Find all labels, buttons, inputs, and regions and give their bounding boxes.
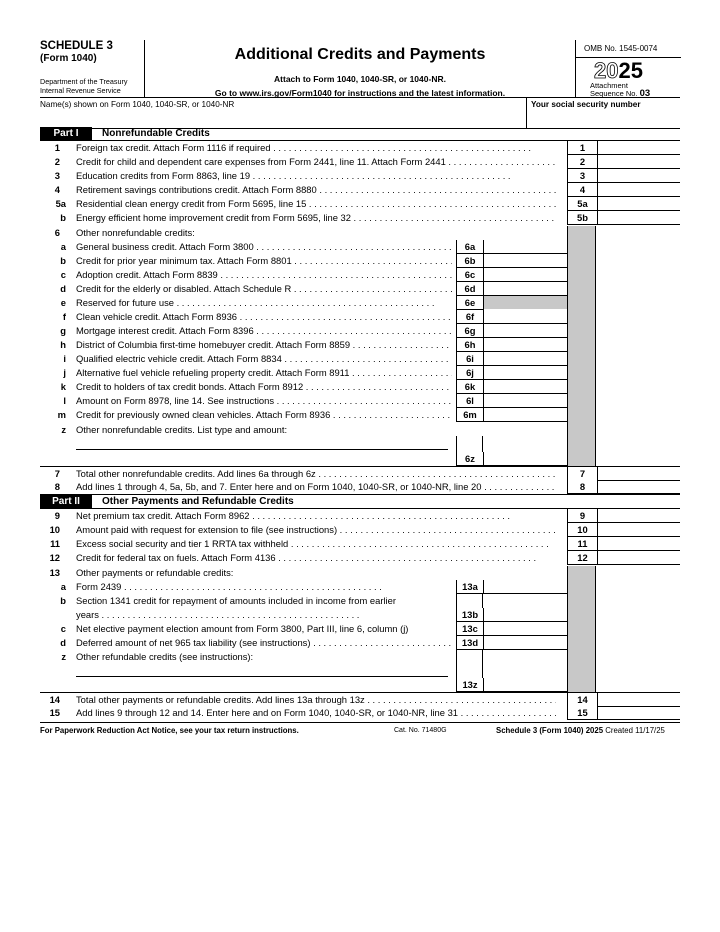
line-number: 15 bbox=[49, 707, 60, 718]
line-text: Credit for prior year minimum tax. Attach Form 8801 . . . bbox=[76, 254, 452, 267]
line-text: Deferred amount of net 965 tax liability (see instructions) . . . bbox=[76, 636, 452, 649]
form-id-block bbox=[40, 40, 145, 97]
line-number: 10 bbox=[49, 524, 60, 535]
amount-field[interactable] bbox=[597, 706, 680, 720]
amount-field[interactable] bbox=[597, 467, 680, 481]
part2-label: Part II bbox=[40, 495, 92, 508]
box-label: 6e bbox=[456, 296, 484, 310]
box-label: 12 bbox=[567, 551, 598, 565]
sequence bbox=[576, 82, 681, 98]
line-text: Credit for child and dependent care expenses from Form 2441, line 11. Attach Form 2441 . . . bbox=[76, 155, 556, 168]
line-number: 7 bbox=[54, 468, 60, 479]
amount-field[interactable] bbox=[483, 310, 567, 324]
box-label: 5a bbox=[567, 197, 598, 211]
line-number: d bbox=[60, 283, 66, 294]
line-number: 14 bbox=[49, 694, 60, 705]
line-number: 11 bbox=[50, 538, 60, 549]
amount-field[interactable] bbox=[597, 155, 680, 169]
title-block bbox=[145, 40, 575, 97]
line-number: d bbox=[60, 637, 66, 648]
box-label: 6z bbox=[456, 452, 484, 466]
amount-field[interactable] bbox=[483, 324, 567, 338]
box-label: 6b bbox=[456, 254, 484, 268]
amount-field[interactable] bbox=[483, 580, 567, 594]
line-number: 12 bbox=[49, 552, 60, 563]
shaded-column-part2 bbox=[567, 566, 596, 692]
name-label: Name(s) shown on Form 1040, 1040-SR, or 1040-NR bbox=[40, 100, 235, 109]
omb-number: OMB No. 1545-0074 bbox=[576, 40, 681, 58]
line-text: Education credits from Form 8863, line 19 . . . bbox=[76, 169, 556, 182]
line-text: Qualified electric vehicle credit. Attach Form 8834 . . . bbox=[76, 352, 452, 365]
attachment-label: Attachment bbox=[590, 81, 628, 90]
line-number: z bbox=[61, 424, 66, 435]
line-number: i bbox=[63, 353, 66, 364]
divider-13z-right bbox=[482, 650, 483, 678]
box-label: 6c bbox=[456, 268, 484, 282]
line-number: g bbox=[60, 325, 66, 336]
catalog-number: Cat. No. 71480G bbox=[394, 727, 447, 734]
line-text: Amount paid with request for extension to file (see instructions) . . . bbox=[76, 523, 556, 536]
amount-field[interactable] bbox=[597, 537, 680, 551]
box-label: 14 bbox=[567, 693, 598, 707]
box-label: 2 bbox=[567, 155, 598, 169]
line-text: Other payments or refundable credits: bbox=[76, 567, 234, 578]
footer-schedule bbox=[496, 726, 665, 735]
shaded-6e bbox=[483, 296, 567, 309]
box-label: 6i bbox=[456, 352, 484, 366]
part2-title: Other Payments and Refundable Credits bbox=[102, 496, 294, 507]
footer-schedule-name: Schedule 3 (Form 1040) 2025 bbox=[496, 726, 604, 735]
year-bold: 25 bbox=[618, 58, 643, 83]
line-text: Credit to holders of tax credit bonds. Attach Form 8912 . . . bbox=[76, 380, 452, 393]
line-text: Other refundable credits (see instructions): bbox=[76, 651, 254, 662]
shaded-column-part1 bbox=[567, 226, 596, 466]
box-label: 6l bbox=[456, 394, 484, 408]
line-14 bbox=[40, 692, 680, 705]
line-text: Clean vehicle credit. Attach Form 8936 . . . bbox=[76, 310, 452, 323]
line-text: Section 1341 credit for repayment of amounts included in income from earlier bbox=[76, 595, 396, 606]
year-outline: 20 bbox=[594, 58, 619, 83]
line-number: a bbox=[60, 241, 66, 252]
line-text: Mortgage interest credit. Attach Form 8396 . . . bbox=[76, 324, 452, 337]
line-number: h bbox=[60, 339, 66, 350]
line-number: b bbox=[60, 255, 66, 266]
part1-label: Part I bbox=[40, 127, 92, 140]
line-number: a bbox=[60, 581, 66, 592]
line-text: Residential clean energy credit from Form 5695, line 15 . . . bbox=[76, 197, 556, 210]
box-label: 8 bbox=[567, 480, 598, 494]
line-text: Add lines 1 through 4, 5a, 5b, and 7. Enter here and on Form 1040, 1040-SR, or 1040-NR, line 20 . . . bbox=[76, 480, 556, 493]
line-number: c bbox=[60, 623, 66, 634]
line-text: Add lines 9 through 12 and 14. Enter here and on Form 1040, 1040-SR, or 1040-NR, line 31 . . . bbox=[76, 706, 556, 719]
amount-field[interactable] bbox=[483, 268, 567, 282]
box-label: 9 bbox=[567, 509, 598, 523]
amount-field[interactable] bbox=[597, 480, 680, 494]
line-number: 6 bbox=[54, 227, 60, 238]
box-label: 6f bbox=[456, 310, 484, 324]
box-label: 6h bbox=[456, 338, 484, 352]
box-label: 13d bbox=[456, 636, 484, 650]
box-label: 6d bbox=[456, 282, 484, 296]
dept-line-2: Internal Revenue Service bbox=[40, 86, 121, 95]
ssn-label: Your social security number bbox=[531, 100, 641, 109]
line-text: Other nonrefundable credits: bbox=[76, 227, 195, 238]
tax-year bbox=[576, 60, 681, 82]
line-number: e bbox=[60, 297, 66, 308]
amount-field[interactable] bbox=[483, 282, 567, 296]
line-text: Amount on Form 8978, line 14. See instructions . . . bbox=[76, 394, 452, 407]
box-label: 7 bbox=[567, 467, 598, 481]
amount-field[interactable] bbox=[597, 141, 680, 155]
amount-field[interactable] bbox=[483, 408, 567, 422]
line-text: Adoption credit. Attach Form 8839 . . . bbox=[76, 268, 452, 281]
box-label: 13a bbox=[456, 580, 484, 594]
amount-field[interactable] bbox=[483, 254, 567, 268]
form-footer bbox=[40, 722, 680, 735]
line-text: years . . . bbox=[76, 608, 452, 621]
part1-header bbox=[40, 127, 680, 141]
line-7 bbox=[40, 466, 680, 479]
amount-field[interactable] bbox=[483, 240, 567, 254]
box-label: 6j bbox=[456, 366, 484, 380]
divider-13b-left bbox=[456, 594, 457, 608]
line-number: c bbox=[60, 269, 66, 280]
other-credits-write-line[interactable] bbox=[76, 449, 448, 450]
line-number: 1 bbox=[54, 142, 60, 153]
box-label: 1 bbox=[567, 141, 598, 155]
line-text: Credit for the elderly or disabled. Attach Schedule R . . . bbox=[76, 282, 452, 295]
box-label: 11 bbox=[567, 537, 598, 551]
amount-field[interactable] bbox=[597, 197, 680, 211]
line-text: Total other nonrefundable credits. Add lines 6a through 6z . . . bbox=[76, 467, 556, 480]
amount-field[interactable] bbox=[483, 678, 567, 692]
line-text: Credit for federal tax on fuels. Attach Form 4136 . . . bbox=[76, 551, 556, 564]
line-number: 8 bbox=[54, 481, 60, 492]
line-number: m bbox=[57, 409, 66, 420]
other-refundable-write-line[interactable] bbox=[76, 676, 448, 677]
sequence-label: Sequence No. bbox=[590, 89, 638, 98]
paperwork-notice: For Paperwork Reduction Act Notice, see your tax return instructions. bbox=[40, 726, 299, 735]
line-number: f bbox=[62, 311, 66, 322]
box-label: 3 bbox=[567, 169, 598, 183]
sequence-number: 03 bbox=[639, 88, 651, 99]
amount-field[interactable] bbox=[597, 169, 680, 183]
line-number: l bbox=[63, 395, 66, 406]
line-text: Excess social security and tier 1 RRTA tax withheld . . . bbox=[76, 537, 556, 550]
form-title: Additional Credits and Payments bbox=[234, 46, 486, 63]
box-label: 4 bbox=[567, 183, 598, 197]
instructions-link-text: Go to www.irs.gov/Form1040 for instructions and the latest information. bbox=[214, 88, 506, 98]
amount-field[interactable] bbox=[483, 394, 567, 408]
line-number: 5a bbox=[55, 198, 66, 209]
created-date: Created 11/17/25 bbox=[605, 726, 665, 735]
line-number: k bbox=[60, 381, 66, 392]
line-text: Energy efficient home improvement credit from Form 5695, line 32 . . . bbox=[76, 211, 556, 224]
schedule-title: SCHEDULE 3 bbox=[40, 40, 113, 52]
amount-field[interactable] bbox=[483, 636, 567, 650]
box-label: 6m bbox=[456, 408, 484, 422]
attach-instruction: Attach to Form 1040, 1040-SR, or 1040-NR. bbox=[274, 74, 446, 84]
amount-field[interactable] bbox=[597, 523, 680, 537]
line-text: Form 2439 . . . bbox=[76, 580, 452, 593]
amount-field[interactable] bbox=[597, 211, 680, 225]
box-label: 13b bbox=[456, 608, 484, 622]
line-text: Net premium tax credit. Attach Form 8962 . . . bbox=[76, 509, 556, 522]
line-text: Reserved for future use . . . bbox=[76, 296, 452, 309]
form-header bbox=[40, 40, 680, 97]
line-number: 9 bbox=[54, 510, 60, 521]
line-text: Retirement savings contributions credit. Attach Form 8880 . . . bbox=[76, 183, 556, 196]
line-text: Alternative fuel vehicle refueling property credit. Attach Form 8911 . . . bbox=[76, 366, 452, 379]
line-number: j bbox=[63, 367, 66, 378]
part2-header bbox=[40, 494, 680, 509]
line-number: 4 bbox=[54, 184, 60, 195]
line-text: General business credit. Attach Form 3800 . . . bbox=[76, 240, 452, 253]
part1-title: Nonrefundable Credits bbox=[102, 128, 210, 139]
line-text: Total other payments or refundable credits. Add lines 13a through 13z . . . bbox=[76, 693, 556, 706]
amount-field[interactable] bbox=[597, 183, 680, 197]
line-number: b bbox=[60, 595, 66, 606]
divider-13b-right bbox=[482, 594, 483, 608]
line-text: District of Columbia first-time homebuyer credit. Attach Form 8859 . . . bbox=[76, 338, 452, 351]
line-number: 3 bbox=[54, 170, 60, 181]
divider-13z-left bbox=[456, 650, 457, 678]
amount-field[interactable] bbox=[483, 338, 567, 352]
line-number: b bbox=[60, 212, 66, 223]
omb-block bbox=[575, 40, 681, 97]
box-label: 13z bbox=[456, 678, 484, 692]
amount-field[interactable] bbox=[483, 366, 567, 380]
ssn-field[interactable] bbox=[526, 98, 681, 128]
box-label: 15 bbox=[567, 706, 598, 720]
line-number: z bbox=[61, 651, 66, 662]
amount-field[interactable] bbox=[597, 551, 680, 565]
box-label: 10 bbox=[567, 523, 598, 537]
amount-field[interactable] bbox=[483, 352, 567, 366]
box-label: 6g bbox=[456, 324, 484, 338]
department bbox=[40, 77, 144, 95]
line-text: Credit for previously owned clean vehicles. Attach Form 8936 . . . bbox=[76, 408, 452, 421]
amount-field[interactable] bbox=[483, 452, 567, 466]
line-text: Net elective payment election amount from Form 3800, Part III, line 6, column (j) bbox=[76, 623, 409, 634]
amount-field[interactable] bbox=[483, 622, 567, 636]
amount-field[interactable] bbox=[597, 693, 680, 707]
box-label: 13c bbox=[456, 622, 484, 636]
amount-field[interactable] bbox=[483, 380, 567, 394]
line-number: 2 bbox=[54, 156, 60, 167]
amount-field[interactable] bbox=[597, 509, 680, 523]
box-label: 5b bbox=[567, 211, 598, 225]
name-row bbox=[40, 97, 680, 129]
line-number: 13 bbox=[49, 567, 60, 578]
dept-line-1: Department of the Treasury bbox=[40, 77, 128, 86]
box-label: 6a bbox=[456, 240, 484, 254]
line-text: Other nonrefundable credits. List type and amount: bbox=[76, 424, 288, 435]
box-label: 6k bbox=[456, 380, 484, 394]
form-number: (Form 1040) bbox=[40, 53, 97, 64]
amount-field[interactable] bbox=[483, 608, 567, 622]
line-text: Foreign tax credit. Attach Form 1116 if required . . . bbox=[76, 141, 556, 154]
